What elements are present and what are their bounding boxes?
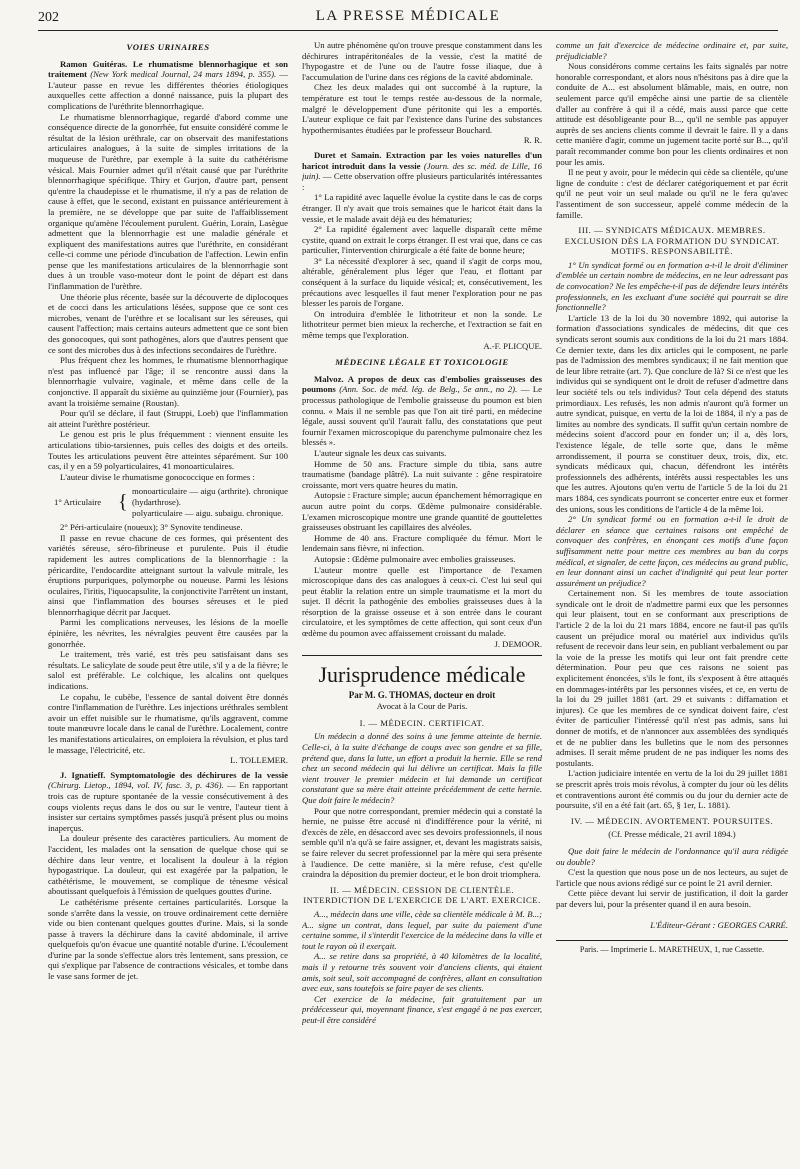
article-paragraph: Chez les deux malades qui ont succombé à la rupture, la température est tout le temps restée au-dessous de la normale, malgré le développement d'une péritonite qui les a emportés. L'auteur explique ce fait par l'existence dans l'urine des substances hypothermisantes étudiées par le professeur Bouchard. — [302, 82, 542, 135]
form-mono-list: aigu (arthrite). chronique (hydarthrose). — [132, 486, 288, 507]
case-subheading: (Cf. Presse médicale, 21 avril 1894.) — [608, 829, 736, 840]
article-paragraph: Nous considérons comme certains les faits signalés par notre honorable correspondant, et alors nous n'hésitons pas à dire que la conduite de A... est absolument blâmable, mais, en outre, non seulement parce qu'il empêche ainsi une partie de sa clientèle d'aller au confrère à qui il a cédé, mais aussi parce que cette attitude est désobligeante pour B..., qu'il ne semble pas appuyer auprès de ses anciens clients comme il devrait le faire. Il y a dans cette manière d'agir, comme un jugement tacite porté sur B..., qu'il paraît recommander comme bon pour les clients ordinaires et non pour les amis. — [556, 61, 788, 167]
article-paragraph: Le rhumatisme blennorrhagique, regardé d'abord comme une conséquence directe de la gonorrhée, fut ensuite considéré comme le résultat de la lésion uréthrale, car on observait des manifestations articulaires analogues, à la suite de simples irritations de la muqueuse de l'urèthre, par exemple à la suite du cathétérisme vésical. Mais Fournier admet qu'il n'était causé que par l'uréthrite blennorrhagique spécifique. Thiry et Gurjon, d'autre part, pensent qu'entre la chaudepisse et le rhumatisme, il n'y a pas de relation de cause à effet, que le second, existant en puissance antérieurement à la première, ne se développe que par suite de l'affaiblissement organique qu'amène l'écoulement purulent. Guérin, Lorain, Lasègue admettent que la blennorrhagie est une maladie générale et expliquent des manifestations autres que l'uréthrite, en considérant celle-ci comme une période d'incubation de l'affection. Lewin enfin pense que les manifestations articulaires de la blennorrhagie sont dues à un trouble vaso-moteur dont le point de départ est dans l'inflammation de l'urèthre. — [48, 111, 288, 292]
article-paragraph: On introduira d'emblée le lithotriteur et non la sonde. Le lithotriteur permet bien mieux la recherche, et l'extraction se fait en même temps que l'exploration. — [302, 308, 542, 341]
article-paragraph: Le traitement, très varié, est très peu satisfaisant dans ses résultats. Le salicylate de soude peut être utile, s'il y a de la fièvre; le salol est préférable. Le colchique, les alcalins ont quelques indications. — [48, 649, 288, 692]
article-paragraph: Homme de 50 ans. Fracture simple du tibia, sans autre traumatisme (bandage plâtré). La nuit suivante : gêne respiratoire croissante, mort vers quatre heures du matin. — [302, 458, 542, 490]
article-paragraph: 3° La nécessité d'explorer à sec, quand il s'agit de corps mou, altérable, généralement plus léger que l'eau, et flottant par conséquent à la surface du liquide vésical; et, consécutivement, les précautions avec lesquelles il faut mener l'exploration pour ne pas blesser les parois de l'organe. — [302, 255, 542, 309]
article-paragraph: Plus fréquent chez les hommes, le rhumatisme blennorrhagique n'est pas influencé par l'âge; il se rencontre aussi dans la blennorrhagie vulvaire, vaginale, et même dans celle de la conjonctive. Il apparaît du sixième au quinzième jour (Fournier), pas avant la troisième semaine (Roustan). — [48, 355, 288, 408]
form-mono: monoarticulaire — [132, 486, 187, 497]
article-paragraph: 2° La rapidité également avec laquelle disparaît cette même cystite, quand on extrait le corps étranger. Il est vrai que, dans ce cas particulier, l'intervention chirurgicale a été faite de bonne heure; — [302, 224, 542, 256]
article-paragraph: L'article 13 de la loi du 30 novembre 1892, qui autorise la formation d'associations syndicales de médecins, dit que ces syndicats seront soumis aux conditions de la loi du 21 mars 1884. Ce dernier texte, dans les dix articles qui le composent, ne parle pas de l'admission des membres syndicaux; il ne fait mention que de leur libre retraite (art. 7). Que conclure de là? Si ce n'est que les individus qui se syndiquent ont le droit de refuser d'admettre dans leur société tels ou tels individus? Tout cela dépend des statuts primordiaux. Les refusés, les non admis n'auront qu'à former un autre syndicat, puisque, en vertu de la loi de 1884, il n'y a pas de limites au nombre des syndicats. Il suffit qu'un certain nombre de médecins soient d'accord pour en fonder un; il a, dès lors, l'existence légale, de telle sorte que, dans le même arrondissement, il pourra se constituer deux, trois, dix, etc. syndicats médicaux qui, chacun, défendront les intérêts professionnels des adhérents, intérêts aussi respectables les uns que les autres. Ajoutons qu'en vertu de l'article 5 de la loi du 21 mars 1884, ces syndicats pourront se concerter entre eux et former des unions, sous les conditions de l'article 4 de la même loi. — [556, 312, 788, 514]
article-paragraph: L'auteur divise le rhumatisme gonococcique en formes : — [60, 471, 255, 482]
forms-group-label: 1° Articulaire — [54, 496, 102, 507]
article-paragraph: Il passe en revue chacune de ces formes, qui présentent des variétés séreuse, séro-fibrineuse et purulente. Puis il étudie rapidement les autres complications de la blennorrhagie : la péricardite, l'endocardite atteignant surtout la valvule mitrale, les éruptions purpuriques, polymorphe ou noueuse. Parmi les lésions oculaires, l'iritis, l'iquocapsulite, la conjonctivite l'arrêtent un instant, ainsi que l'inflammation des bourses séreuses et le pied blennorrhagique décrit par Jacquet. — [48, 532, 288, 617]
form-poly: polyarticulaire — [132, 507, 183, 518]
article-paragraph: La douleur présente des caractères particuliers. Au moment de l'accident, les malades ont la sensation de quelque chose qui se déchire dans leur ventre, et localisent la douleur à la région hypogastrique. La douleur, qui est exagérée par la palpation, le cathétérisme, le mouvement, se complique de ténesme vésical aboutissant quelquefois à l'émission de quelques gouttes d'urine. — [48, 833, 288, 897]
article-signature: J. DEMOOR. — [494, 638, 542, 649]
article-title: Ramon Guitéras. Le rhumatisme blennorhagique et son traitement — [48, 58, 288, 80]
article-paragraph: L'auteur montre quelle est l'importance de l'examen microscopique dans des cas analogues à ceux-ci. C'est lui seul qui peut établir la relation entre un simple traumatisme et la mort du sujet. Il décrit la pathogénie des embolies graisseuses dues à la résorption de la graisse osseuse et à son entrée dans le courant circulatoire, et les symptômes de cette affection, qui sont ceux d'un œdème du poumon avec affaissement croissant du malade. — [302, 564, 542, 639]
printer-line: Paris. — Imprimerie L. MARETHEUX, 1, rue Cassette. — [556, 940, 788, 956]
case-heading: IV. — MÉDECIN. AVORTEMENT. POURSUITES. — [570, 815, 774, 826]
article-paragraph: J. Ignatieff. Symptomatologie des déchirures de la vessie (Chirurg. Lietop., 1894, vol. IV, fasc. 3, p. 436). — En rapportant trois cas de rupture spontanée de la vessie consécutivement à des coups violents reçus dans le dos ou sur le ventre, l'auteur tient à insister sur certains symptômes passés jusqu'à présent plus ou moins inaperçus. — [48, 769, 288, 833]
article-paragraph: Parmi les complications nerveuses, les lésions de la moelle épinière, les névrites, les névralgies peuvent être causées par la gonorrhée. — [48, 617, 288, 649]
journal-title: LA PRESSE MÉDICALE — [315, 8, 501, 24]
author-subline: Avocat à la Cour de Paris. — [376, 701, 468, 712]
column-1 — [48, 40, 288, 1139]
article-paragraph: Pour que notre correspondant, premier médecin qui a constaté la hernie, ne puisse être accusé ni d'indifférence pour la vérité, ni d'excès de zèle, en désaccord avec ses devoirs professionnels, il nous semble qu'il n'a qu'à se faire assigner, et, devant les magistrats saisis, se faire relever du secret professionnel par la mère qui sera présente à l'audience. De cette manière, si la mère refuse, c'est qu'elle craindra la déposition du premier docteur, et le bon droit triomphera. — [302, 805, 542, 880]
article-paragraph: Autopsie : Fracture simple; aucun épanchement hémorragique en aucun autre point du corps. Œdème pulmonaire considérable. L'examen microscopique montre une grande quantité de gouttelettes graisseuses obstruant les capillaires des alvéoles. — [302, 490, 542, 533]
article-paragraph: Ramon Guitéras. Le rhumatisme blennorhagique et son traitement (New York medical Journal, 24 mars 1894, p. 355). — L'auteur passe en revue les différentes théories étiologiques auxquelles cette affection a donné naissance, puis la plupart des complications de l'uréthrite blennorrhagique. — [48, 58, 288, 111]
article-paragraph: C'est la question que nous pose un de nos lecteurs, au sujet de l'article que nous avions rédigé sur ce point le 21 avril dernier. — [556, 867, 788, 888]
forms-bracket: 1° Articulaire { monoarticulaire — aigu (arthrite). chronique (hydarthrose). polyarticulaire — aigu. subaigu. chronique. — [54, 486, 288, 518]
page-number: 202 — [38, 10, 59, 25]
article-source: (Journ. des sc. méd. de Lille, 16 juin). — [302, 160, 542, 182]
article-paragraph: Le copahu, le cubèbe, l'essence de santal doivent être donnés contre l'inflammation de l'urèthre. Les injections uréthrales semblent avoir un effet nuisible sur le rhumatisme, qu'ils aggravent, comme toute manœuvre locale dans le canal de l'urèthre. Localement, contre les manifestations articulaires, on emploiera la révulsion, et plus tard le massage, l'électricité, etc. — [48, 691, 288, 755]
article-paragraph: Homme de 40 ans. Fracture compliquée du fémur. Mort le lendemain sans fièvre, ni infection. — [302, 532, 542, 554]
column-2 — [302, 40, 542, 1139]
section-heading: MÉDECINE LÉGALE ET TOXICOLOGIE — [335, 357, 509, 368]
article-paragraph: Le cathétérisme présente certaines particularités. Lorsque la sonde s'arrête dans la vessie, on trouve ordinairement cette dernière vide ou bien contenant quelques gouttes d'urine. Mais, si la sonde passe à travers la déchirure dans la cavité abdominale, il arrive quelquefois qu'on évacue une quantité notable d'urine. L'écoulement d'urine par la sonde s'effectue alors très lentement, sans pression, ce qui s'explique par l'absence de contractions vésicales, et tombe dans le vase sans former de jet. — [48, 896, 288, 982]
article-signature: A.-F. PLICQUE. — [483, 340, 542, 351]
article-paragraph: Une théorie plus récente, basée sur la découverte de diplocoques et de cocci dans les articulations lésées, suppose que ce sont ces microbes, venant de l'urèthre et se localisant sur les séreuses, qui causent l'affection; mais certains auteurs admettent que ce sont bien des gonocoques, qui sont pathogènes, alors que d'autres pensent que ce sont des microbes dus à des infections secondaires de l'urèthre. — [48, 291, 288, 355]
article-source: (New York medical Journal, 24 mars 1894, p. 355). — [90, 69, 277, 80]
case-question: Cet exercice de la médecine, fait gratuitement par un prédécesseur qui, moyennant finance, s'est engagé à ne pas exercer, peut-il être considéré — [302, 993, 542, 1025]
editor-line: L'Éditeur-Gérant : GEORGES CARRÉ. — [650, 919, 788, 930]
case-question: A... se retire dans sa propriété, à 40 kilomètres de la localité, mais il y retourne très souvent voir d'anciens clients, qui étaient amis, soit seul, soit accompagné de confrères, allant en consultation avec eux, sans toutefois se faire payer de ses clients. — [302, 951, 542, 994]
article-paragraph: Autopsie : Œdème pulmonaire avec embolies graisseuses. — [314, 553, 516, 564]
article-signature: L. TOLLEMER. — [230, 755, 288, 766]
page-header — [38, 4, 778, 31]
article-source: (Chirurg. Lietop., 1894, vol. IV, fasc. 3, p. 436). — [48, 780, 224, 791]
article-paragraph: Duret et Samain. Extraction par les voies naturelles d'un haricot introduit dans la vessie (Journ. des sc. méd. de Lille, 16 juin). — Cette observation offre plusieurs particularités intéressantes : — [302, 149, 542, 192]
form-poly-list: aigu. subaigu. chronique. — [195, 507, 284, 518]
section-main-title: Jurisprudence médicale — [318, 662, 526, 688]
article-title: J. Ignatieff. Symptomatologie des déchirures de la vessie — [60, 769, 288, 780]
case-question: 1° Un syndicat formé ou en formation a-t-il le droit d'éliminer d'emblée un certain nombre de médecins, en ne leur adressant pas de convocation? Ne les empêche-t-il pas de défendre leurs intérêts professionnels, en les excluant d'une société qui pourrait se dire fonctionnelle? — [556, 259, 788, 313]
divider — [302, 655, 542, 656]
case-question: comme un fait d'exercice de médecine ordinaire et, par suite, préjudiciable? — [556, 40, 788, 61]
article-title: Malvoz. A propos de deux cas d'embolies graisseuses des poumons — [302, 373, 542, 395]
case-question: Un médecin a donné des soins à une femme atteinte de hernie. Celle-ci, à la suite d'échange de coups avec son gendre et sa fille, prétend que, dans la lutte, un effort a produit la hernie. Elle se rend chez un second médecin qui lui délivre un certificat. Mais la fille vient trouver le premier médecin et lui demande un certificat constatant que sa mère était atteinte précédemment de cette hernie. Que doit faire le médecin? — [302, 731, 542, 805]
case-question: A..., médecin dans une ville, cède sa clientèle médicale à M. B...; A... signe un contrat, dans lequel, par suite du paiement d'une certaine somme, il s'interdit l'exercice de la médecine dans la ville et tout le rayon où il exerçait. — [302, 908, 542, 951]
case-heading: II. — MÉDECIN. CESSION DE CLIENTÈLE. INTERDICTION DE L'EXERCICE DE L'ART. EXERCICE. — [303, 884, 541, 906]
article-paragraph: L'auteur signale les deux cas suivants. — [314, 447, 447, 458]
article-paragraph: L'action judiciaire intentée en vertu de la loi du 29 juillet 1881 se prescrit après trois mois révolus, à compter du jour où les délits et contraventions auront été commis ou du jour du dernier acte de poursuite, s'il en a été fait (art. 65, § 1er, L. 1881). — [556, 768, 788, 811]
article-paragraph: Certainement non. Si les membres de toute association syndicale ont le droit de n'admettre parmi eux que les personnes qui leur plaisent, tout en se conformant aux prescriptions de l'article 2 de la loi du 21 mars 1884, encore ne faut-il pas qu'ils causent un préjudice moral ou matériel aux individus qu'ils refusent de recevoir dans leur sein, en publiant verbalement ou par la voie de la presse les motifs qui leur ont fait prendre cette détermination. Pour peu que ces raisons ne soient pas explicitement énoncées, s'ils le font, ils s'exposent à être attaqués en dommages-intérêts par les personnes visées, et ce, en vertu de la loi du 29 juillet 1881 (art. 29 et suivants : diffamation et injures). Ce que les membres de ce syndicat doivent faire, c'est éviter de particulier l'intéressé qu'il n'est pas admis, sans lui donner de motifs, et de n'annoncer aux assemblées des syndiqués et de ne publier dans les bulletins que le nom des personnes admises. Il serait même prudent de ne pas indiquer les noms des postulants. — [556, 588, 788, 768]
article-paragraph: Pour qu'il se déclare, il faut (Struppi, Loeb) que l'inflammation ait atteint l'urèthre postérieur. — [48, 408, 288, 429]
brace-glyph: { — [118, 490, 128, 513]
article-paragraph: Il ne peut y avoir, pour le médecin qui cède sa clientèle, qu'une ligne de conduite : c'est de déclarer catégoriquement et par écrit qu'il ne peut voir un seul malade ou qu'il ne le fera qu'avec l'assentiment de son successeur, appelé comme médecin de la famille. — [556, 167, 788, 220]
article-paragraph: Cette pièce devant lui servir de justification, il doit la garder par devers lui, pour la présenter quand il en aura besoin. — [556, 888, 788, 909]
article-paragraph: 2° Péri-articulaire (noueux); 3° Synovite tendineuse. — [60, 522, 243, 533]
article-paragraph: Malvoz. A propos de deux cas d'embolies graisseuses des poumons (Ann. Soc. de méd. lég. de Belg., 5e ann., no 2). — Le processus pathologique de l'embolie graisseuse du poumon est bien connu. « Mais il ne semble pas que l'on ait tiré parti, en médecine légale, aussi souvent qu'il l'aurait fallu, des constatations que peut fournir l'examen microscopique du parenchyme pulmonaire chez les blessés ». — [302, 373, 542, 448]
case-question: Que doit faire le médecin de l'ordonnance qu'il aura rédigée ou double? — [556, 845, 788, 867]
article-paragraph: 1° La rapidité avec laquelle évolue la cystite dans le cas de corps étranger. Il n'y avait que trois semaines que le haricot était dans la vessie, et le malade avait déjà eu des hématuries; — [302, 192, 542, 224]
author-line: Par M. G. THOMAS, docteur en droit — [348, 690, 496, 701]
case-heading: I. — MÉDECIN. CERTIFICAT. — [359, 717, 485, 728]
article-signature: R. R. — [523, 135, 542, 146]
article-title: Duret et Samain. Extraction par les voies naturelles d'un haricot introduit dans la vessie — [302, 149, 542, 171]
column-3 — [556, 40, 788, 1139]
article-paragraph: Le genou est pris le plus fréquemment : viennent ensuite les articulations tibio-tarsiennes, puis celles des doigts et des orteils. Toutes les articulations peuvent être atteintes séparément. Sur 100 cas, il y en a 59 polyarticulaires, 41 monoarticulaires. — [48, 429, 288, 472]
case-question: 2° Un syndicat formé ou en formation a-t-il le droit de déclarer en séance que certaines raisons ont empêché de convoquer des confrères, en énonçant ces motifs d'une façon suffisamment nette pour mettre ces membres au ban du corps médical, et signaler, de cette façon, ces médecins au grand public, en leur donnant ainsi un cachet d'indignité qui peut leur porter assurément un préjudice? — [556, 514, 788, 588]
article-paragraph: Un autre phénomène qu'on trouve presque constamment dans les déchirures intrapéritonéales de la vessie, c'est la matité de l'hypogastre et de l'une ou de l'autre fosse iliaque, due à l'accumulation de l'urine dans ces régions de la cavité abdominale. — [302, 40, 542, 82]
case-heading: III. — SYNDICATS MÉDICAUX. MEMBRES. EXCLUSION DÈS LA FORMATION DU SYNDICAT. MOTIFS. RESPONSABILITÉ. — [564, 225, 780, 257]
section-heading: VOIES URINAIRES — [126, 42, 210, 52]
article-source: (Ann. Soc. de méd. lég. de Belg., 5e ann., no 2). — [339, 384, 518, 395]
